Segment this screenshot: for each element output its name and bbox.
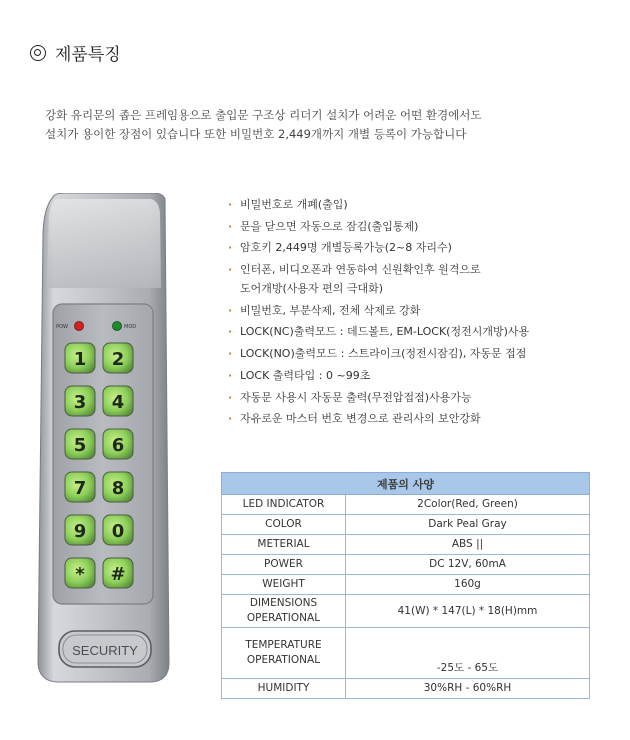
intro-paragraph: [45, 106, 605, 144]
page-title-text: 제품특징: [55, 45, 121, 65]
double-circle-icon: [30, 45, 46, 61]
keypad-key-label: 1: [73, 349, 87, 370]
table-row: [222, 628, 590, 679]
spec-label: DIMENSIONS OPERATIONAL: [222, 595, 346, 628]
spec-value: -25도 - 65도: [346, 628, 590, 679]
spec-value: 2Color(Red, Green): [346, 495, 590, 515]
spec-table: [221, 472, 590, 699]
page-title: [30, 40, 121, 65]
keypad-key-label: 6: [111, 435, 125, 456]
spec-value: 160g: [346, 575, 590, 595]
feature-item: [228, 344, 618, 363]
spec-label: COLOR: [222, 515, 346, 535]
spec-value: 41(W) * 147(L) * 18(H)mm: [346, 595, 590, 628]
table-row: [222, 575, 590, 595]
table-row: [222, 555, 590, 575]
table-row: [222, 679, 590, 699]
spec-value: 30%RH - 60%RH: [346, 679, 590, 699]
feature-item: [228, 388, 618, 407]
spec-value: ABS ||: [346, 535, 590, 555]
feature-list: [228, 195, 618, 431]
feature-text: LOCK(NC)출력모드 : 데드볼트, EM-LOCK(정전시개방)사용: [240, 325, 530, 339]
pow-led-label: POW: [56, 324, 68, 330]
keypad-device-image: [35, 193, 170, 683]
table-row: [222, 535, 590, 555]
intro-line: 강화 유리문의 좁은 프레임용으로 출입문 구조상 리더기 설치가 어려운 어떤 환경에서도: [45, 108, 482, 122]
spec-label: METERIAL: [222, 535, 346, 555]
feature-item: [228, 238, 618, 257]
table-row: [222, 495, 590, 515]
keypad-key-label: 0: [111, 521, 125, 542]
table-row: [222, 515, 590, 535]
feature-text: 비밀번호로 개폐(출입): [240, 198, 348, 211]
feature-item: [228, 217, 618, 236]
spec-label: TEMPERATURE OPERATIONAL: [222, 628, 346, 679]
spec-label: POWER: [222, 555, 346, 575]
keypad-key-label: 5: [73, 435, 87, 456]
keypad-key-label: 4: [111, 392, 125, 413]
feature-text-continuation: 도어개방(사용자 편의 극대화): [240, 282, 384, 296]
keypad-key-label: 2: [111, 349, 125, 370]
feature-text: 비밀번호, 부분삭제, 전체 삭제로 강화: [240, 303, 421, 317]
spec-value: DC 12V, 60mA: [346, 555, 590, 575]
spec-label: HUMIDITY: [222, 679, 346, 699]
spec-label: WEIGHT: [222, 575, 346, 595]
feature-text: 암호키 2,449명 개별등록가능(2~8 자리수): [240, 241, 452, 255]
keypad-key-label: 7: [73, 478, 87, 499]
feature-text: 문을 닫으면 자동으로 잠김(출입통제): [240, 219, 419, 233]
feature-item: [228, 409, 618, 428]
feature-item: [228, 301, 618, 320]
feature-item: [228, 195, 618, 214]
spec-label: LED INDICATOR: [222, 495, 346, 515]
table-row: [222, 595, 590, 628]
feature-text: 자유로운 마스터 번호 변경으로 관리사의 보안강화: [240, 412, 481, 426]
feature-text: LOCK 출력타입 : 0 ~99초: [240, 368, 371, 382]
keypad-key-label: *: [75, 564, 85, 585]
spec-table-header: 제품의 사양: [222, 473, 590, 495]
feature-text: 인터폰, 비디오폰과 연동하여 신원확인후 원격으로: [240, 263, 481, 277]
keypad-key-label: 9: [73, 521, 87, 542]
feature-item: [228, 366, 618, 385]
mod-led-label: MOD: [124, 324, 137, 330]
feature-text: LOCK(NO)출력모드 : 스트라이크(정전시잠김), 자동문 접점: [240, 347, 527, 361]
intro-line: 설치가 용이한 장점이 있습니다 또한 비밀번호 2,449개까지 개별 등록이 가능합니다: [45, 127, 467, 141]
feature-item: [228, 260, 618, 298]
brand-label: SECURITY: [72, 643, 138, 658]
feature-text: 자동문 사용시 자동문 출력(무전압접점)사용가능: [240, 390, 472, 404]
keypad-key-label: #: [110, 564, 126, 585]
keypad-key-label: 8: [111, 478, 125, 499]
feature-item: [228, 322, 618, 341]
keypad-key-label: 3: [73, 392, 87, 413]
spec-value: Dark Peal Gray: [346, 515, 590, 535]
